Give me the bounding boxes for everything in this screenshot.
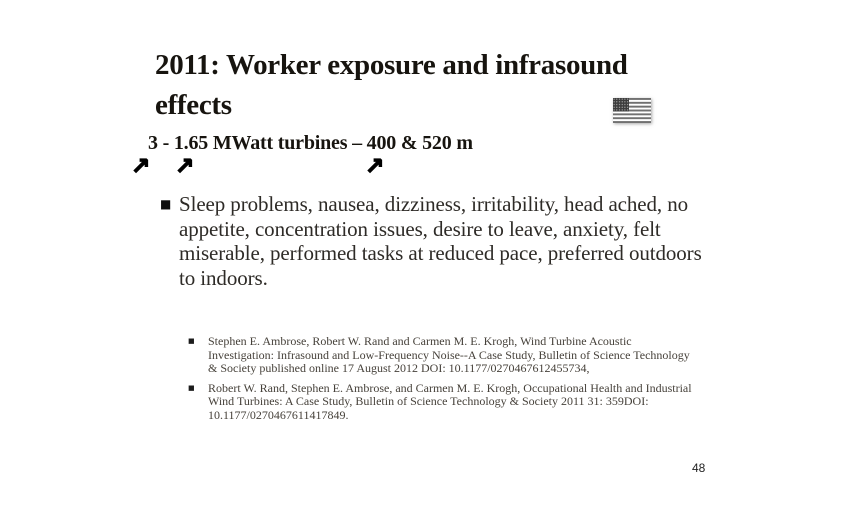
slide-title-line2: effects [155, 89, 232, 121]
slide-title [155, 45, 628, 125]
main-bullet-item [160, 192, 725, 290]
square-bullet-icon: ■ [188, 383, 195, 392]
reference-item [188, 382, 703, 423]
slide-title-line1: 2011: Worker exposure and infrasound [155, 49, 628, 81]
reference-text: Stephen E. Ambrose, Robert W. Rand and Carmen M. E. Krogh, Wind Turbine Acoustic Investigation: Infrasound and Low-Frequency Noise--A Case Study, Bulletin of Science Technology & Society published online 17 August 2012 DOI: 10.1177/0270467612455734, [208, 334, 690, 375]
reference-text: Robert W. Rand, Stephen E. Ambrose, and Carmen M. E. Krogh, Occupational Health and Industrial Wind Turbines: A Case Study, Bulletin of Science Technology & Society 2011 31: 359DOI: 10.1177/0270467611417849. [208, 380, 692, 422]
square-bullet-icon: ■ [188, 337, 195, 345]
reference-item [188, 335, 703, 376]
us-flag-icon [613, 98, 651, 123]
page-number: 48 [692, 461, 706, 475]
northeast-arrow-icon: ↗ [365, 154, 385, 180]
main-bullet-text: Sleep problems, nausea, dizziness, irritability, head ached, no appetite, concentration issues, desire to leave, anxiety, felt miserable, performed tasks at reduced pace, preferred outdoors to indoors. [179, 192, 702, 290]
square-bullet-icon: ■ [160, 197, 172, 211]
northeast-arrow-icon: ↗ [175, 154, 195, 180]
northeast-arrow-icon: ↗ [131, 154, 151, 180]
subtitle: 3 - 1.65 MWatt turbines – 400 & 520 m [148, 132, 473, 154]
reference-list [188, 335, 703, 428]
